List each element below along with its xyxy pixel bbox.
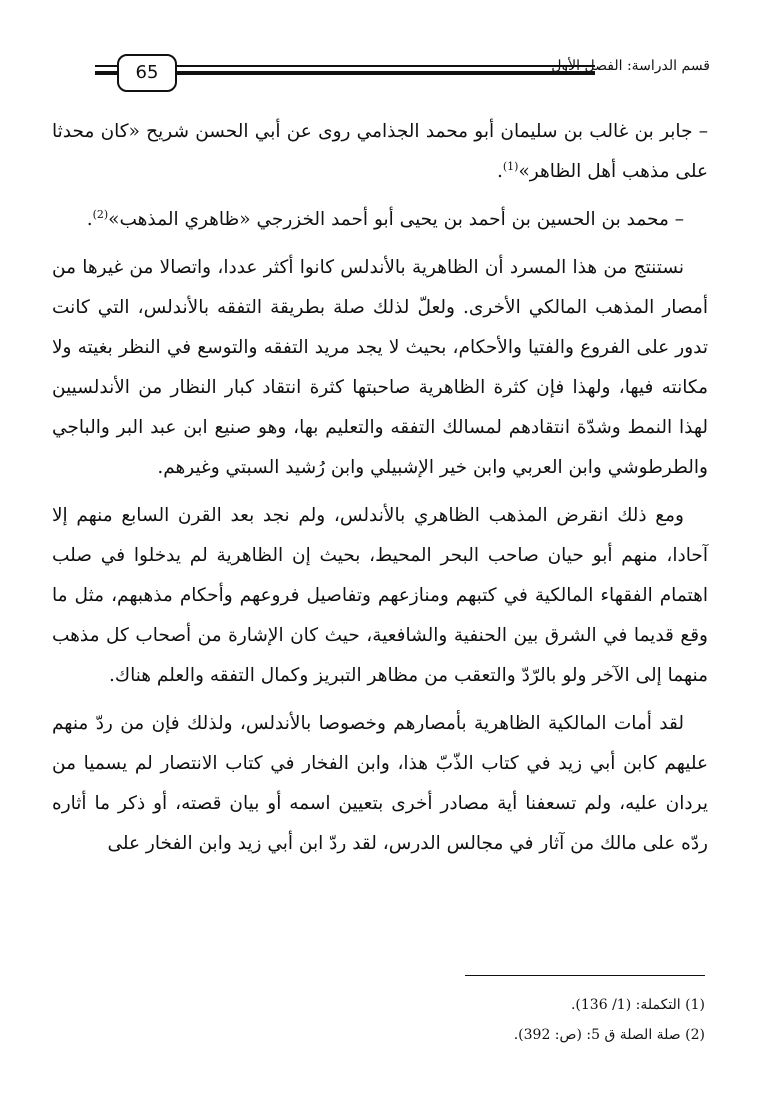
paragraph: ومع ذلك انقرض المذهب الظاهري بالأندلس، ولم نجد بعد القرن السابع منهم إلا آحادا، منهم أبو حيان صاحب البحر المحيط، بحيث إن الظاهرية لم يدخلوا في صلب اهتمام الفقهاء المالكية في كتبهم ومنازعهم وتفاصيل فروعهم وأحكام مذهبهم، مثل ما وقع قديما في الشرق بين الحنفية والشافعية، حيث كان الإشارة من أصحاب كل مذهب منهما إلى الآخر ولو بالرّدّ والتعقب من مظاهر التبريز وكمال التفقه والعلم هناك. — [52, 505, 708, 686]
list-item-text: – جابر بن غالب بن سليمان أبو محمد الجذامي روى عن أبي الحسن شريح «كان محدثا على مذهب أهل الظاهر» — [52, 121, 708, 182]
header-rule — [175, 65, 595, 67]
footnotes — [285, 990, 705, 1050]
main-text — [52, 112, 708, 872]
list-item-text: – محمد بن الحسين بن أحمد بن يحيى أبو أحمد الخزرجي «ظاهري المذهب» — [108, 209, 684, 230]
running-header-title: قسم الدراسة: الفصل الأول — [551, 58, 710, 74]
header-rule — [95, 71, 117, 75]
paragraph: لقد أمات المالكية الظاهرية بأمصارهم وخصوصا بالأندلس، ولذلك فإن من ردّ منهم عليهم كابن أبي زيد في كتاب الذّبّ هذا، وابن الفخار في كتاب الانتصار لم يسميا من يردان عليه، ولم تسعفنا أية مصادر أخرى بتعيين اسمه أو بيان قصته، أو ذكر ما أثاره ردّه على مالك من آثار في مجالس الدرس، لقد ردّ ابن أبي زيد وابن الفخار على — [52, 713, 708, 854]
page-number: 65 — [117, 54, 177, 92]
footnote-ref[interactable]: (2) — [92, 207, 109, 221]
footnote: (2) صلة الصلة ق 5: (ص: 392). — [513, 1027, 705, 1043]
footnote-ref[interactable]: (1) — [502, 159, 519, 173]
paragraph: نستنتج من هذا المسرد أن الظاهرية بالأندلس كانوا أكثر عددا، واتصالا من غيرها من أمصار المذهب المالكي الأخرى. ولعلّ لذلك صلة بطريقة التفقه بالأندلس، التي كانت تدور على الفروع والفتيا والأحكام، بحيث لا يجد مريد التفقه والتوسع في النظر بغيته ولا مكانته فيها، ولهذا فإن كثرة الظاهرية صاحبتها كثرة انتقاد كبار النظار من الأندلسيين لهذا النمط وشدّة انتقادهم لمسالك التفقه والتعليم بها، وهو صنيع ابن عبد البر والباجي والطرطوشي وابن العربي وابن خير الإشبيلي وابن رُشيد السبتي وغيرهم. — [52, 257, 708, 478]
header-rule — [175, 71, 595, 75]
page-header — [95, 50, 710, 94]
list-item: – محمد بن الحسين بن أحمد بن يحيى أبو أحمد الخزرجي «ظاهري المذهب»$^{(2)}$. — [86, 207, 684, 230]
footnote: (1) التكملة: (1/ 136). — [570, 997, 705, 1013]
list-item: – جابر بن غالب بن سليمان أبو محمد الجذامي روى عن أبي الحسن شريح «كان محدثا على مذهب أهل الظاهر»$^{(1)}$. — [52, 121, 708, 182]
footnote-divider — [465, 975, 705, 976]
header-rule — [95, 65, 117, 67]
